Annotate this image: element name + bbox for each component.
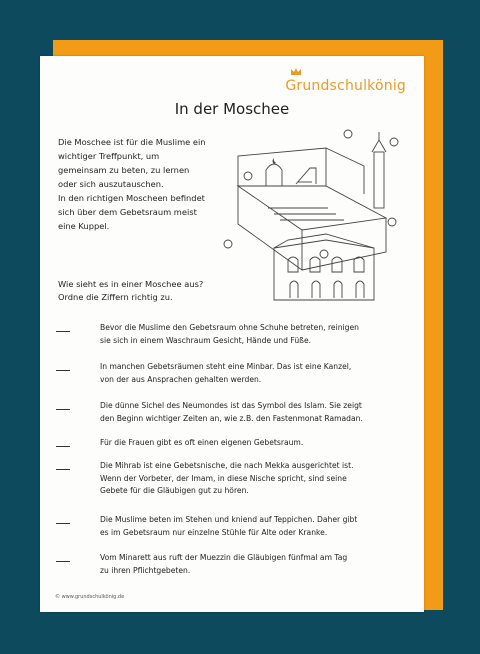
answer-item [54, 552, 410, 577]
intro-text [58, 135, 220, 233]
answer-item [54, 460, 410, 498]
crown-icon [290, 67, 302, 76]
answer-item [54, 361, 410, 386]
intro-line: eine Kuppel. [58, 221, 110, 231]
item-line: Gebete für die Gläubigen gut zu hören. [100, 486, 249, 495]
answer-item [54, 400, 410, 425]
worksheet [40, 56, 424, 612]
item-line: Für die Frauen gibt es oft einen eigenen Gebetsraum. [100, 438, 304, 447]
item-line: den Beginn wichtiger Zeiten an, wie z.B. den Fastenmonat Ramadan. [100, 413, 363, 423]
question-line: Ordne die Ziffern richtig zu. [58, 292, 173, 302]
item-line: In manchen Gebetsräumen steht eine Minbar. Das ist eine Kanzel, [100, 362, 352, 371]
item-line: Die Mihrab ist eine Gebetsnische, die nach Mekka ausgerichtet ist. [100, 461, 354, 470]
item-line: Bevor die Muslime den Gebetsraum ohne Schuhe betreten, reinigen [100, 323, 359, 332]
item-line: sie sich in einem Waschraum Gesicht, Hände und Füße. [100, 335, 312, 345]
item-line: von der aus Ansprachen gehalten werden. [100, 374, 262, 384]
intro-line: gemeinsam zu beten, zu lernen [58, 165, 190, 175]
answer-item [54, 437, 410, 450]
item-line: Die Muslime beten im Stehen und kniend auf Teppichen. Daher gibt [100, 515, 358, 524]
footer-copyright: © www.grundschulkönig.de [55, 594, 125, 600]
intro-line: sich über dem Gebetsraum meist [58, 207, 197, 217]
intro-line: oder sich auszutauschen. [58, 179, 164, 189]
answer-item [54, 322, 410, 347]
item-line: Vom Minarett aus ruft der Muezzin die Gläubigen fünfmal am Tag [100, 553, 348, 562]
item-line: zu ihren Pflichtgebeten. [100, 565, 191, 575]
intro-line: Die Moschee ist für die Muslime ein [58, 137, 206, 147]
question-text [58, 278, 268, 304]
item-line: Die dünne Sichel des Neumondes ist das Symbol des Islam. Sie zeigt [100, 401, 362, 410]
question-line: Wie sieht es in einer Moschee aus? [58, 279, 204, 289]
page-title: In der Moschee [174, 100, 290, 118]
intro-line: In den richtigen Moscheen befindet [58, 193, 205, 203]
item-line: Wenn der Vorbeter, der Imam, in diese Nische spricht, sind seine [100, 473, 347, 483]
item-line: es im Gebetsraum nur einzelne Stühle für Alte oder Kranke. [100, 527, 328, 537]
answer-item [54, 514, 410, 539]
intro-line: wichtiger Treffpunkt, um [58, 151, 160, 161]
brand-logo: Grundschulkönig [285, 78, 406, 94]
